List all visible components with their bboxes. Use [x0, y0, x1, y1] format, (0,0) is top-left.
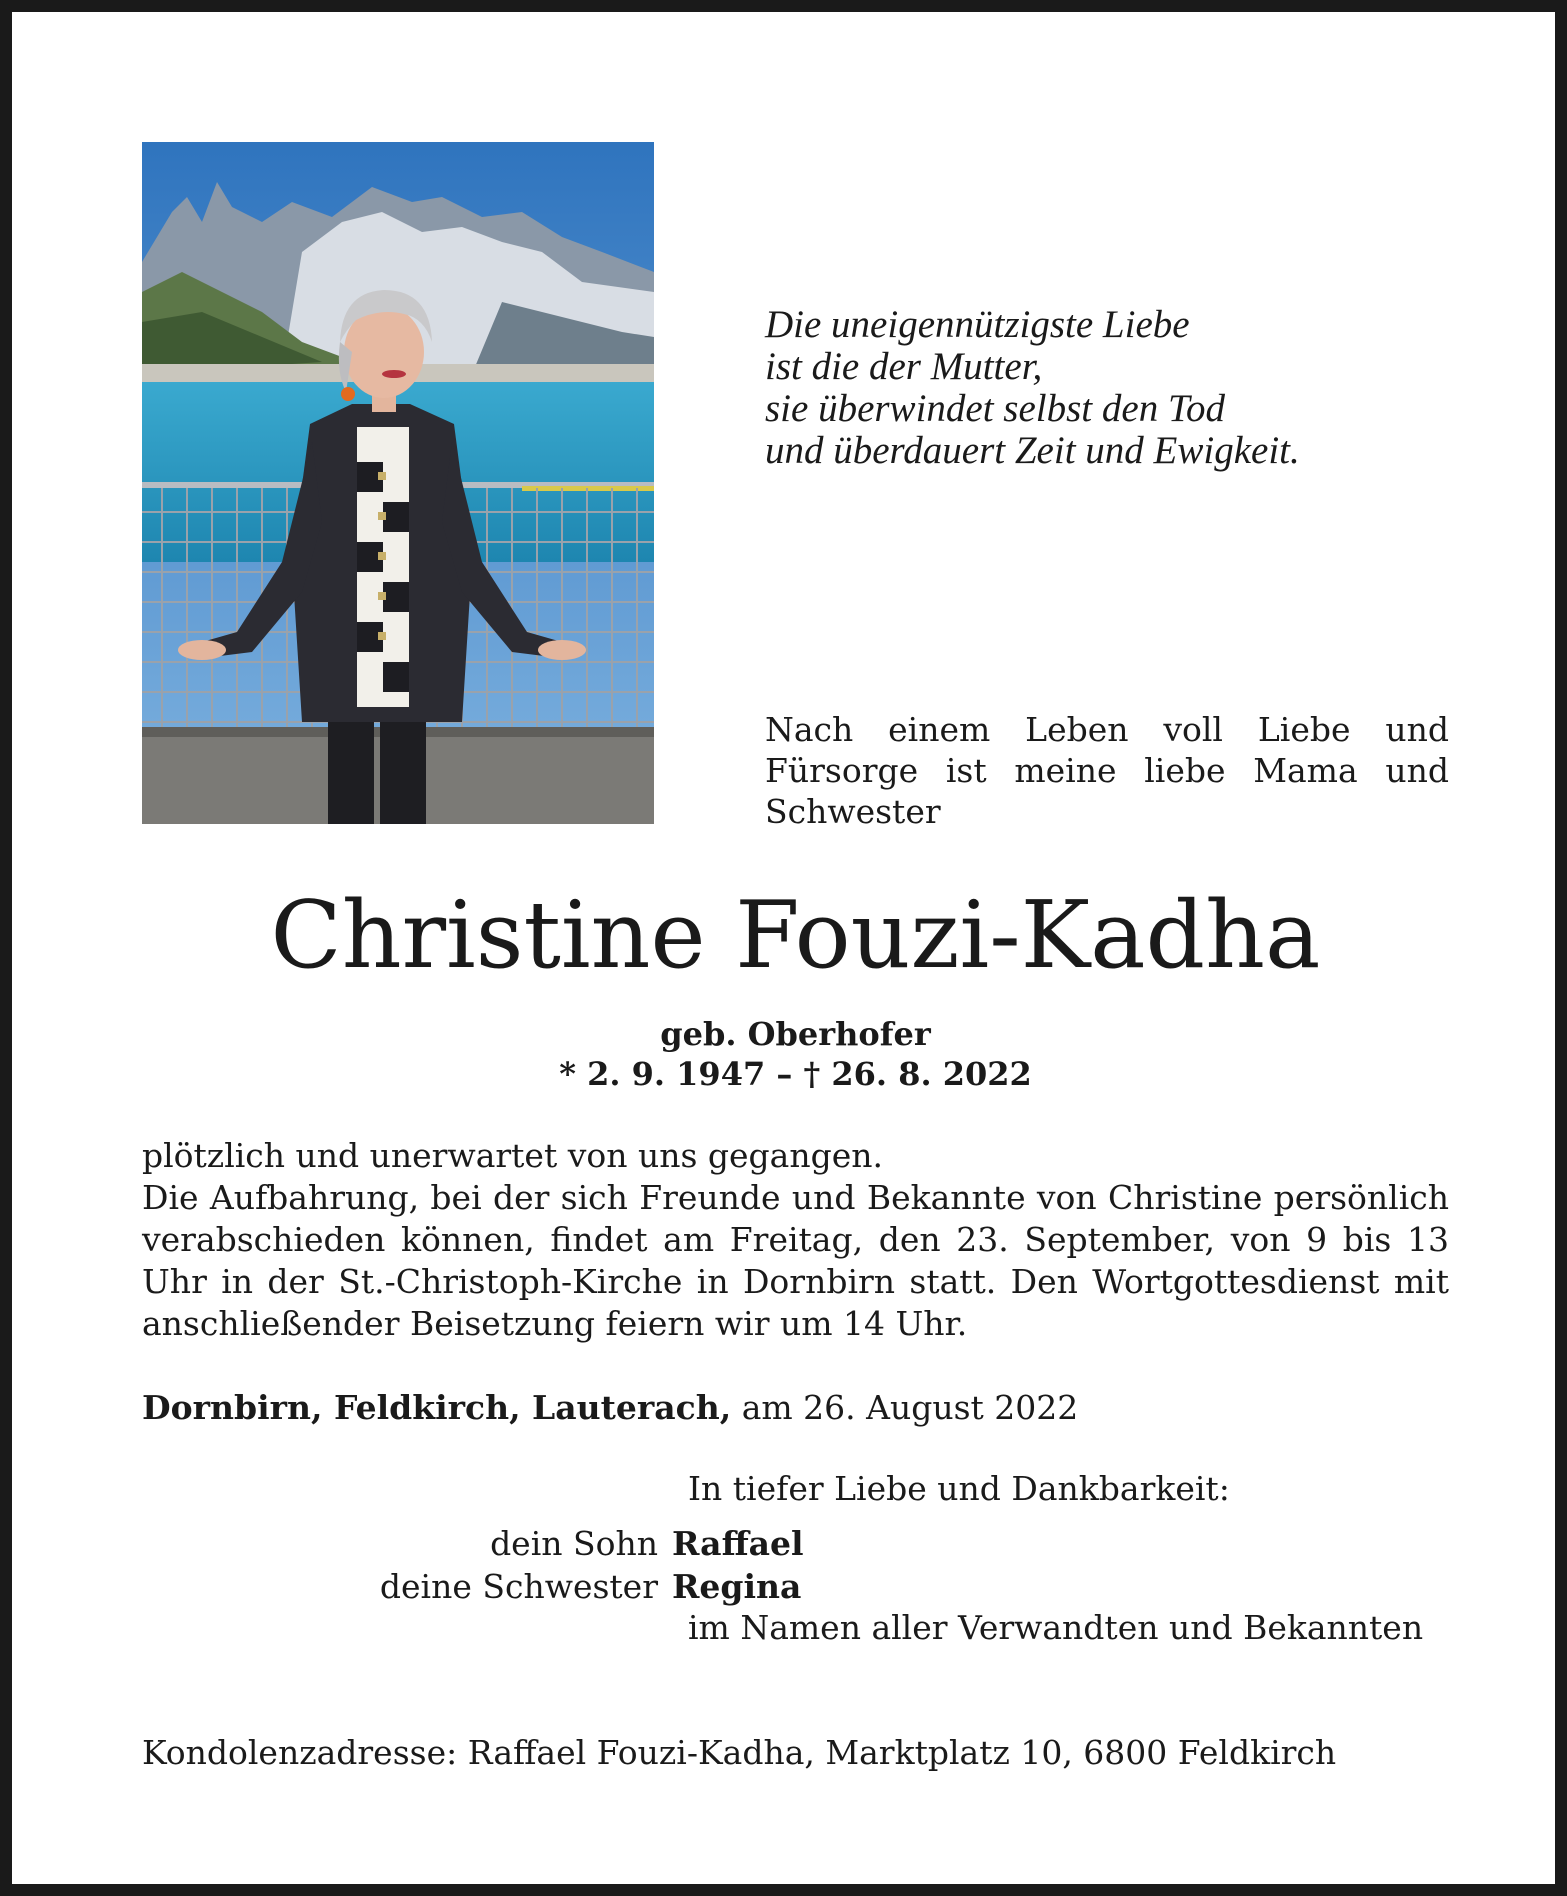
family-note: im Namen aller Verwandten und Bekannten: [688, 1608, 1424, 1647]
memorial-quote: [765, 304, 1485, 472]
body-paragraph: Die Aufbahrung, bei der sich Freunde und Bekannte von Christine persönlich verabschieden können, findet am Freitag, den 23. September, von 9 bis 13 Uhr in der St.-Christoph-Kirche in Dornbirn statt. Den Wortgottesdienst mit anschließender Beisetzung feiern wir um 14 Uhr.: [142, 1178, 1449, 1343]
maiden-name: geb. Oberhofer: [660, 1015, 931, 1053]
quote-line: ist die der Mutter,: [765, 345, 1043, 388]
quote-line: Die uneigennützigste Liebe: [765, 303, 1190, 346]
family-member: [312, 1522, 1512, 1565]
family-relation: deine Schwester: [379, 1567, 658, 1606]
family-member: [312, 1565, 1512, 1608]
intro-text: Nach einem Leben voll Liebe und Fürsorge ist meine liebe Mama und Schwester: [765, 710, 1449, 831]
signoff: In tiefer Liebe und Dankbarkeit:: [688, 1469, 1230, 1508]
quote-line: sie überwindet selbst den Tod: [765, 387, 1226, 430]
place-names: Dornbirn, Feldkirch, Lauterach,: [142, 1388, 732, 1427]
family-name: Raffael: [672, 1524, 804, 1563]
family-relation: dein Sohn: [490, 1524, 658, 1563]
deceased-name: Christine Fouzi-Kadha: [270, 881, 1321, 989]
condolence-address: Kondolenzadresse: Raffael Fouzi-Kadha, Marktplatz 10, 6800 Feldkirch: [142, 1733, 1337, 1772]
service-details: [142, 1135, 1449, 1345]
quote-line: und überdauert Zeit und Ewigkeit.: [765, 429, 1300, 472]
family-name: Regina: [672, 1567, 802, 1606]
notice-date: am 26. August 2022: [731, 1388, 1079, 1427]
body-line: plötzlich und unerwartet von uns gegangen.: [142, 1136, 883, 1175]
family-list: [312, 1522, 1512, 1608]
portrait-photo: [142, 142, 654, 824]
life-dates: * 2. 9. 1947 – † 26. 8. 2022: [559, 1055, 1032, 1093]
place-and-date: [142, 1387, 1449, 1429]
